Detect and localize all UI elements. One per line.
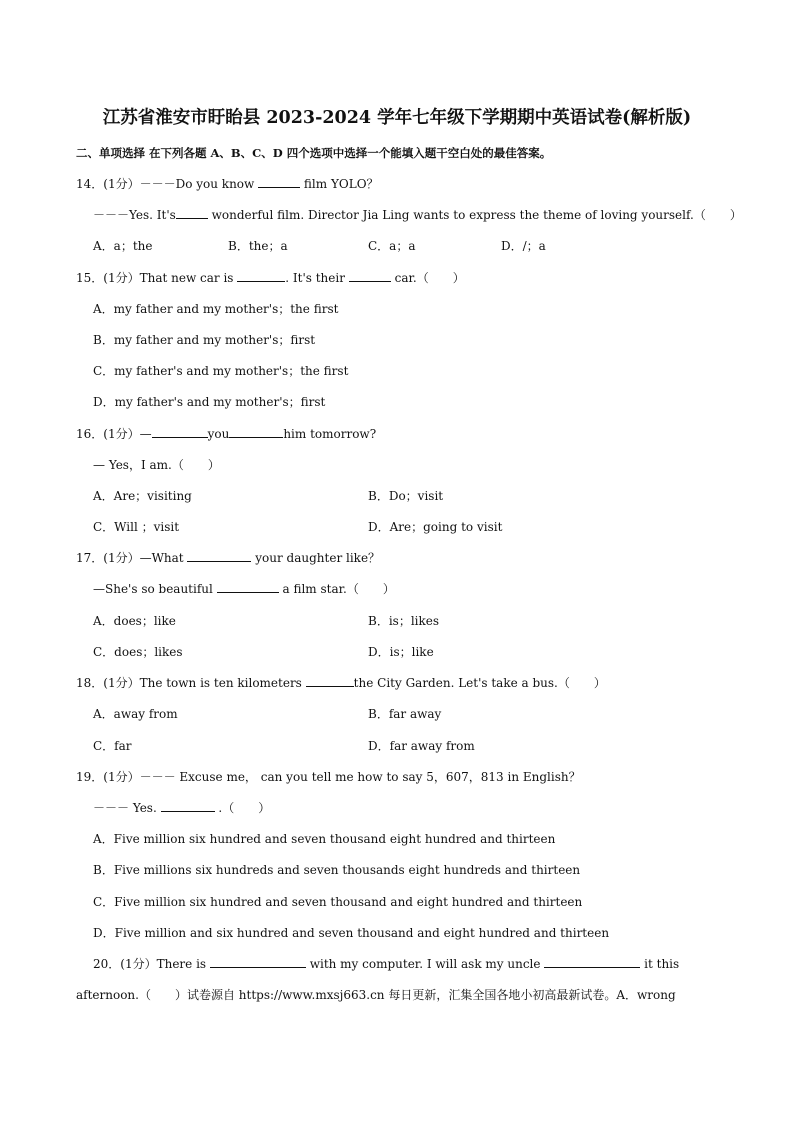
option-14-b: B．the；a: [228, 239, 288, 253]
option-16-b: B．Do；visit: [368, 489, 444, 503]
option-15-c: C．my father's and my mother's；the first: [93, 364, 349, 378]
question-14-line2: －－－Yes. It's wonderful film. Director Jia Ling wants to express the theme of loving yourself.（ ）: [93, 208, 742, 222]
question-20: 20．(1分）There is with my computer. I will ask my uncle it this: [93, 957, 680, 971]
question-15: 15．(1分）That new car is . It's their car.（ ）: [76, 271, 465, 285]
option-14-a: A．a；the: [93, 239, 153, 253]
option-14-d: D．/；a: [501, 239, 546, 253]
option-17-c: C．does；likes: [93, 645, 183, 659]
answer-blank: [306, 675, 354, 687]
question-17: 17．(1分）—What your daughter like？: [76, 551, 381, 565]
answer-blank: [152, 426, 208, 438]
question-18: 18．(1分）The town is ten kilometers the City Garden. Let's take a bus.（ ）: [76, 676, 606, 690]
option-17-d: D．is；like: [368, 645, 434, 659]
answer-blank: [210, 956, 306, 968]
question-20-line2: afternoon.（ ）试卷源自 https://www.mxsj663.cn 每日更新，汇集全国各地小初高最新试卷。A．wrong: [76, 988, 676, 1002]
option-16-a: A．Are；visiting: [93, 489, 192, 503]
question-16: 16．(1分）— you him tomorrow?: [76, 427, 377, 441]
question-16-line2: — Yes，I am.（ ）: [93, 458, 220, 472]
option-19-a: A．Five million six hundred and seven thousand eight hundred and thirteen: [93, 832, 556, 846]
option-19-b: B．Five millions six hundreds and seven thousands eight hundreds and thirteen: [93, 863, 581, 877]
option-18-b: B．far away: [368, 707, 442, 721]
option-19-d: D．Five million and six hundred and seven thousand and eight hundred and thirteen: [93, 926, 610, 940]
section-header: 二、单项选择 在下列各题 A、B、C、D 四个选项中选择一个能填入题干空白处的最佳答案。: [76, 146, 552, 160]
question-19-line2: －－－ Yes. .（ ）: [93, 801, 271, 815]
option-14-c: C．a；a: [368, 239, 416, 253]
answer-blank: [161, 800, 215, 812]
option-17-a: A．does；like: [93, 614, 176, 628]
answer-blank: [349, 270, 391, 282]
answer-blank: [237, 270, 285, 282]
option-15-a: A．my father and my mother's；the first: [93, 302, 339, 316]
answer-blank: [544, 956, 640, 968]
option-16-c: C．Will ；visit: [93, 520, 180, 534]
page-title: 江苏省淮安市盱眙县 2023-2024 学年七年级下学期期中英语试卷(解析版): [102, 108, 692, 128]
answer-blank: [229, 426, 283, 438]
question-14: 14．(1分）－－－Do you know film YOLO？: [76, 177, 379, 191]
answer-blank: [187, 550, 251, 562]
question-19: 19．(1分）－－－ Excuse me， can you tell me how to say 5，607，813 in English？: [76, 770, 581, 784]
option-19-c: C．Five million six hundred and seven thousand and eight hundred and thirteen: [93, 895, 583, 909]
option-17-b: B．is；likes: [368, 614, 440, 628]
option-18-c: C．far: [93, 739, 132, 753]
answer-blank: [258, 176, 300, 188]
option-16-d: D．Are；going to visit: [368, 520, 503, 534]
option-18-d: D．far away from: [368, 739, 475, 753]
answer-blank: [176, 207, 208, 219]
option-15-d: D．my father's and my mother's；first: [93, 395, 326, 409]
option-15-b: B．my father and my mother's；first: [93, 333, 316, 347]
answer-blank: [217, 581, 279, 593]
question-17-line2: —She's so beautiful a film star.（ ）: [93, 582, 395, 596]
option-18-a: A．away from: [93, 707, 178, 721]
